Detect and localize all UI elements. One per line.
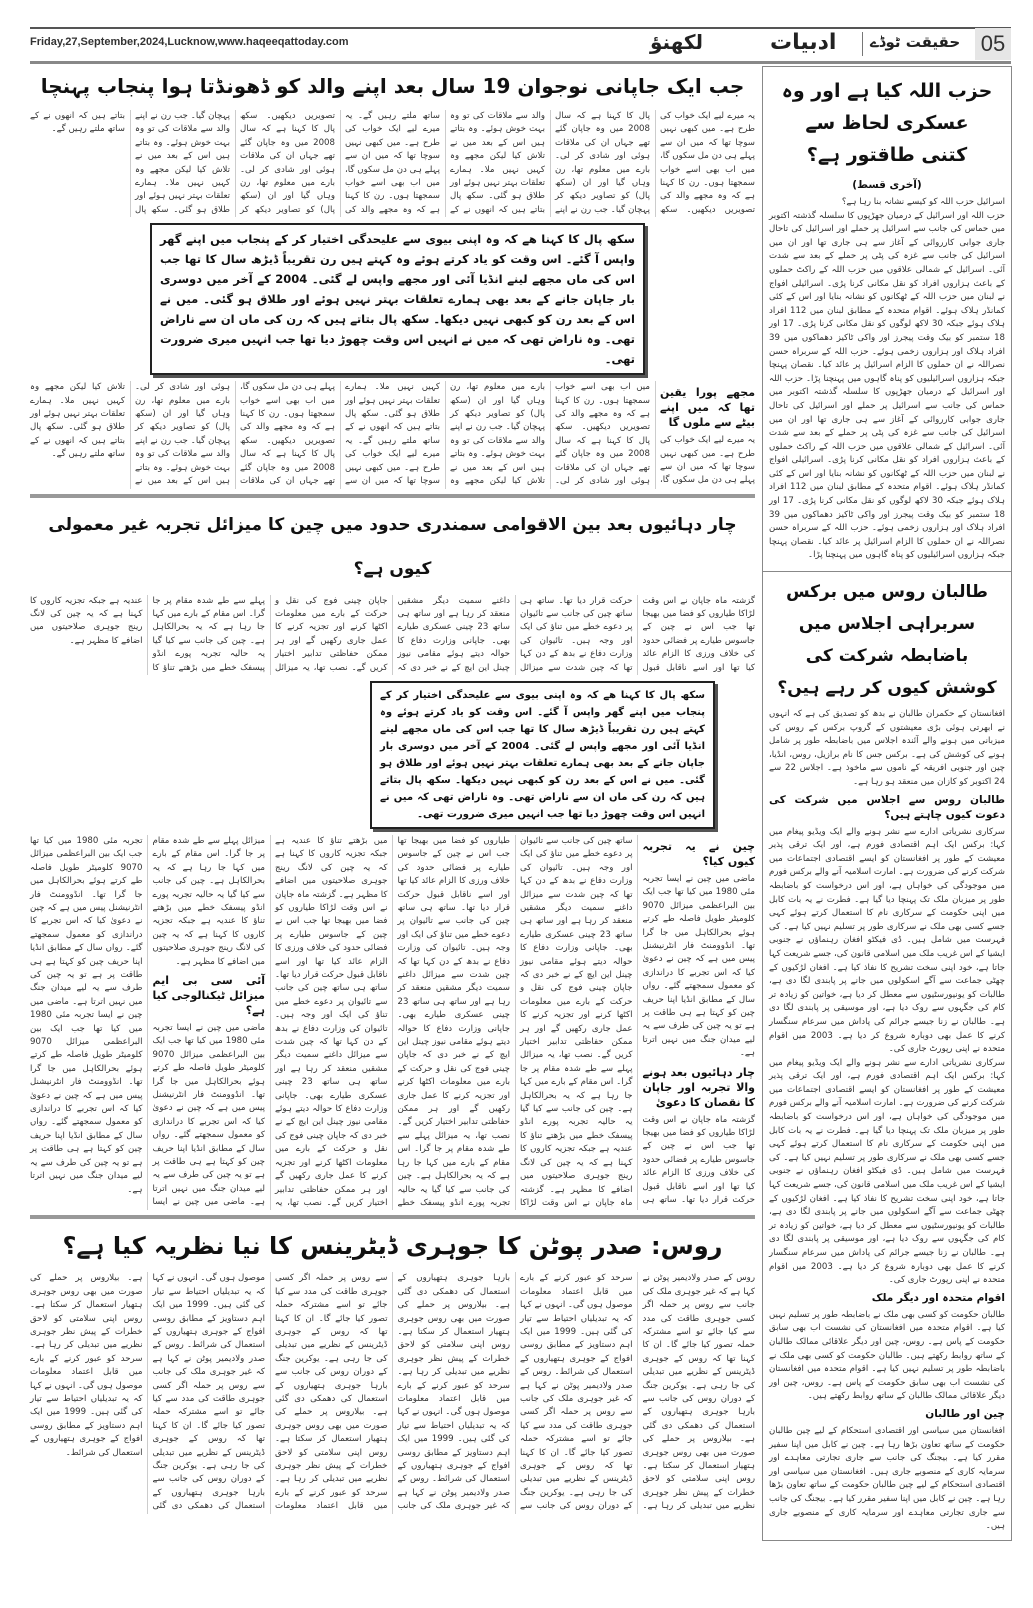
article1-pull-quote: سکھ پال کا کہنا ھے کہ وہ اپنی بیوی سے علیحدگی اختیار کر کے پنجاب میں اپنے گھر واپس آ گئے۔ اس وقت کو یاد کرتے ہوئے وہ کہتے ہیں رن تقریباً ڈیڑھ سال کا تھا جب اس کی ماں مجھے لینے انڈیا آئی اور مجھے واپس لے گئی۔ 2004 کے آخر میں دوسری بار جاپان جانے کے بعد بھی ہمارے تعلقات بہتر نہیں ہوئے اور طلاق ہو گئی۔ میں نے اس کے بعد رن کو کبھی نہیں دیکھا۔ سکھ پال بتاتے ہیں کہ رن کی ماں ان سے ناراض تھی۔ وہ ناراض تھی کہ میں نے انہیں اس وقت چھوڑ دیا تھا جب انہیں میری ضرورت تھی۔ <box>150 223 645 375</box>
article2-text-2: ماضی میں چین نے ایسا تجربہ مئی 1980 میں کیا تھا جب ایک بین البراعظمی میزائل 9070 کلومیٹر طویل فاصلہ طے کرتے ہوئے بحرالکاہل میں جا گرا تھا۔ انڈوومنٹ فار انٹرنیشنل پیس میں ہے کہ چین نے دعویٰ کیا کہ اس تجربے کا دراندازی کو معمول سمجھتے گئے۔ رواں سال کے مطابق انڈیا اپنا حریف چین کو کہتا ہے ہی طاقت پر ہے تو یہ چین کی طرف سے یہ لیے میدان جنگ میں نہیں اترتا ہے۔ <box>642 873 755 1059</box>
article2-text: گزشتہ ماہ جاپان نے اس وقت لڑاکا طیاروں کو فضا میں بھیجا تھا جب اس نے چین کے جاسوس طیارے پر فضائی حدود کی خلاف ورزی کا الزام عائد کیا تھا اور اسے ناقابل قبول حرکت قرار دیا تھا۔ ساتھ ہی ساتھ چین کی جانب سے تائیوان پر دعوے خطے میں تناؤ کی ایک اور وجہ ہیں۔ تائیوان کی وزارت دفاع نے بدھ کے دن کہا تھا کہ چین شدت سے میزائل داغنے سمیت دیگر مشقیں منعقد کر رہا ہے اور ساتھ ہی ساتھ 23 چینی عسکری طیارے بھی۔ جاپانی وزارت دفاع کا حوالہ دیتے ہوئے مقامی نیوز چینل این ایچ کے نے خبر دی کہ جاپان چینی فوج کی نقل و حرکت کے بارے میں معلومات اکٹھا کرنے اور تجزیہ کرنے کا عمل جاری رکھیں گے اور ہر ممکن حفاظتی تدابیر اختیار کریں گے۔ نصب تھا، یہ میزائل پہلے سے طے شدہ مقام پر جا گرا۔ اس مقام کے بارے میں کہا جا رہا ہے کہ یہ بحرالکاہل ہے۔ چین کی جانب سے کیا گیا یہ حالیہ تجربہ پورے انڈو پیسفک خطے میں بڑھتے تناؤ کا عندیہ ہے جبکہ تجزیہ کاروں کا کہنا ہے کہ یہ چین کی لانگ رینج جوہری صلاحیتوں میں اضافے کا مظہر ہے۔ <box>30 595 755 673</box>
sidebar-column <box>762 66 1012 1541</box>
header-divider <box>862 32 863 56</box>
sidebar2-text-2: سرکاری نشریاتی ادارے سے نشر ہونے والے ایک ویڈیو پیغام میں کہا: برکس ایک اہم اقتصادی فورم ہے، اور ایک ترقی پذیر معیشت کے طور پر افغانستان کو ایسے اقتصادی اجتماعات میں شرکت کرنے کی ضرورت ہے۔ امارت اسلامیہ آنے والے برکس فورم میں موجودگی کی خواہاں ہے، اور اس درخواست کو باضابطہ طور پر میزبان ملک تک پہنچا دیا گیا ہے۔ فطرت نے یہ بات کابل میں اپنی حکومت کے سرکاری نام کا استعمال کرتے ہوئے کہی جسے کسی بھی ملک نے سرکاری طور پر تسلیم نہیں کیا ہے۔ کی فہرست میں شامل ہیں۔ ڈی فیکٹو افغان رہنماؤں نے جنوبی ایشیا کے اس غریب ملک میں اسلامی قانون کی، جسے شریعت کہا جاتا ہے، خود اپنی سخت تشریح کا نفاذ کیا ہے۔ افغان لڑکیوں کے چھٹی جماعت سے آگے اسکولوں میں جانے پر پابندی لگا دی ہے، طالبات کو یونیورسٹیوں سے معطل کر دیا ہے، خواتین کو زیادہ تر کام کی جگہوں سے روک دیا ہے، اور موسیقی پر پابندی لگا دی ہے۔ طالبان نے زنا جیسے جرائم کی پاداش میں سرعام سنگسار کرنے کا عمل بھی دوبارہ شروع کر دیا ہے۔ 2003 میں اقوام متحدہ نے اپنی رپورٹ جاری کی۔ <box>769 826 1005 1055</box>
article1-text: یہ میرے لیے ایک خواب کی طرح ہے۔ میں کبھی نہیں سوچا تھا کہ میں ان سے پہلے ہی دن مل سکوں گا، میں اب بھی اسے خواب سمجھتا ہوں۔ رن کا کہنا ہے کہ وہ مجھے والد کی تصویریں دیکھیں۔ سکھ پال کا کہنا ہے کہ سال 2008 میں وہ جاپان گئے تھے جہاں ان کی ملاقات ہوئی اور شادی کر لی۔ بارے میں معلوم تھا، رن وہاں گیا اور ان (سکھ پال) کو تصاویر دیکھ کر پہچان گیا۔ جب رن نے اپنے والد سے ملاقات کی تو وہ بہت خوش ہوئے۔ وہ بتاتے ہیں اس کے بعد میں نے تلاش کیا لیکن مجھے وہ کہیں نہیں ملا۔ ہمارے تعلقات بہتر نہیں ہوئے اور طلاق ہو گئی۔ سکھ پال بتاتے ہیں کہ انھوں نے کے ساتھ ملتے رہیں گے۔ یہ میرے لیے ایک خواب کی طرح ہے۔ میں کبھی نہیں سوچا تھا کہ میں ان سے پہلے ہی دن مل سکوں گا، میں اب بھی اسے خواب سمجھتا ہوں۔ رن کا کہنا ہے کہ وہ مجھے والد کی تصویریں دیکھیں۔ سکھ پال کا کہنا ہے کہ سال 2008 میں وہ جاپان گئے تھے جہاں ان کی ملاقات ہوئی اور شادی کر لی۔ بارے میں معلوم تھا، رن وہاں گیا اور ان (سکھ پال) کو تصاویر دیکھ کر پہچان گیا۔ جب رن نے اپنے والد سے ملاقات کی تو وہ بہت خوش ہوئے۔ وہ بتاتے ہیں اس کے بعد میں نے تلاش کیا لیکن مجھے وہ کہیں نہیں ملا۔ ہمارے تعلقات بہتر نہیں ہوئے اور طلاق ہو گئی۔ سکھ پال بتاتے ہیں کہ انھوں نے کے ساتھ ملتے رہیں گے۔ <box>30 111 755 215</box>
article2-subhead-2: چار دہائیوں بعد ہونے والا تجربہ اور جاپان کا نقصان کا دعویٰ <box>642 1065 755 1109</box>
sidebar2-text-2b: سرکاری نشریاتی ادارے سے نشر ہونے والے ایک ویڈیو پیغام میں کہا: برکس ایک اہم اقتصادی فورم ہے، اور ایک ترقی پذیر معیشت کے طور پر افغانستان کو ایسے اقتصادی اجتماعات میں شرکت کرنے کی ضرورت ہے۔ امارت اسلامیہ آنے والے برکس فورم میں موجودگی کی خواہاں ہے، اور اس درخواست کو باضابطہ طور پر میزبان ملک تک پہنچا دیا گیا ہے۔ فطرت نے یہ بات کابل میں اپنی حکومت کے سرکاری نام کا استعمال کرتے ہوئے کہی جسے کسی بھی ملک نے سرکاری طور پر تسلیم نہیں کیا ہے۔ کی فہرست میں شامل ہیں۔ ڈی فیکٹو افغان رہنماؤں نے جنوبی ایشیا کے اس غریب ملک میں اسلامی قانون کی، جسے شریعت کہا جاتا ہے، خود اپنی سخت تشریح کا نفاذ کیا ہے۔ افغان لڑکیوں کے چھٹی جماعت سے آگے اسکولوں میں جانے پر پابندی لگا دی ہے، طالبات کو یونیورسٹیوں سے معطل کر دیا ہے، خواتین کو زیادہ تر کام کی جگہوں سے روک دیا ہے، اور موسیقی پر پابندی لگا دی ہے۔ طالبان نے زنا جیسے جرائم کی پاداش میں سرعام سنگسار کرنے کا عمل بھی دوبارہ شروع کر دیا ہے۔ 2003 میں اقوام متحدہ نے اپنی رپورٹ جاری کی۔ <box>769 1057 1005 1286</box>
sidebar1-headline: حزب اللہ کیا ہے اور وہ عسکری لحاظ سے کتنی طاقتور ہے؟ <box>781 80 993 166</box>
sidebar2-headline: طالبان روس میں برکس سربراہی اجلاس میں باضابطہ شرکت کی کوشش کیوں کر رہے ہیں؟ <box>763 571 1011 708</box>
sidebar2-text-3: طالبان حکومت کو کسی بھی ملک نے باضابطہ طور پر تسلیم نہیں کیا ہے۔ اقوام متحدہ میں افغانستان کی نشست اب بھی سابق حکومت کے پاس ہے۔ روس، چین اور دیگر علاقائی ممالک طالبان کے ساتھ روابط رکھتے ہیں۔ طالبان حکومت کو کسی بھی ملک نے باضابطہ طور پر تسلیم نہیں کیا ہے۔ اقوام متحدہ میں افغانستان کی نشست اب بھی سابق حکومت کے پاس ہے۔ روس، چین اور دیگر علاقائی ممالک طالبان کے ساتھ روابط رکھتے ہیں۔ <box>769 1309 1005 1402</box>
sidebar2-subhead-2: اقوام متحدہ اور دیگر ملک <box>871 1291 1005 1304</box>
article2-subhead-1: چین نے یہ تجربہ کیوں کیا؟ <box>642 839 755 868</box>
header-top-rule <box>30 27 1011 29</box>
sidebar2-subhead-1: طالبان روس سے اجلاس میں شرکت کی دعوت کیوں چاہتے ہیں؟ <box>769 793 1005 821</box>
sidebar1-text: حزب اللہ اور اسرائیل کے درمیان جھڑپوں کا سلسلہ گذشتہ اکتوبر میں حماس کی جانب سے اسرائیل پر حملے اور اسرائیل کی تاحال جاری جوابی کارروائی کے آغاز سے ہی جاری تھا اور ان میں اسرائیل کی جانب سے غزہ کی پٹی پر حملے کے بعد سے شدت آئی۔ اسرائیل کے شمالی علاقوں میں حزب اللہ کے راکٹ حملوں کے باعث ہزاروں افراد کو نقل مکانی کرنا پڑی۔ اسرائیلی افواج نے لبنان میں حزب اللہ کے ٹھکانوں کو نشانہ بنایا اور اس کے کئی کمانڈر ہلاک ہوئے۔ اقوام متحدہ کے مطابق لبنان میں 112 افراد ہلاک ہوئے جبکہ 30 لاکھ لوگوں کو نقل مکانی کرنا پڑی۔ 17 اور 18 ستمبر کو بیک وقت پیجرز اور واکی ٹاکیز دھماکوں میں 39 افراد ہلاک اور ہزاروں زخمی ہوئے۔ حزب اللہ کے سربراہ حسن نصراللہ نے ان حملوں کا الزام اسرائیل پر عائد کیا۔ نقصان پہنچا جبکہ ہزاروں اسرائیلیوں کو پناہ گاہوں میں پہنچنا پڑا۔ حزب اللہ اور اسرائیل کے درمیان جھڑپوں کا سلسلہ گذشتہ اکتوبر میں حماس کی جانب سے اسرائیل پر حملے اور اسرائیل کی تاحال جاری جوابی کارروائی کے آغاز سے ہی جاری تھا اور ان میں اسرائیل کی جانب سے غزہ کی پٹی پر حملے کے بعد سے شدت آئی۔ اسرائیل کے شمالی علاقوں میں حزب اللہ کے راکٹ حملوں کے باعث ہزاروں افراد کو نقل مکانی کرنا پڑی۔ اسرائیلی افواج نے لبنان میں حزب اللہ کے ٹھکانوں کو نشانہ بنایا اور اس کے کئی کمانڈر ہلاک ہوئے۔ اقوام متحدہ کے مطابق لبنان میں 112 افراد ہلاک ہوئے جبکہ 30 لاکھ لوگوں کو نقل مکانی کرنا پڑی۔ 17 اور 18 ستمبر کو بیک وقت پیجرز اور واکی ٹاکیز دھماکوں میں 39 افراد ہلاک اور ہزاروں زخمی ہوئے۔ حزب اللہ کے سربراہ حسن نصراللہ نے ان حملوں کا الزام اسرائیل پر عائد کیا۔ نقصان پہنچا جبکہ ہزاروں اسرائیلیوں کو پناہ گاہوں میں پہنچنا پڑا۔ <box>769 210 1006 561</box>
article3-body <box>30 1272 755 1513</box>
article2-headline: چار دہائیوں بعد بین الاقوامی سمندری حدود میں چین کا میزائل تجربہ غیر معمولی کیوں ہے؟ <box>48 514 737 579</box>
city-label: لکھنؤ <box>650 30 704 54</box>
article1-text-2: یہ میرے لیے ایک خواب کی طرح ہے۔ میں کبھی نہیں سوچا تھا کہ میں ان سے پہلے ہی دن مل سکوں گا، میں اب بھی اسے خواب سمجھتا ہوں۔ رن کا کہنا ہے کہ وہ مجھے والد کی تصویریں دیکھیں۔ سکھ پال کا کہنا ہے کہ سال 2008 میں وہ جاپان گئے تھے جہاں ان کی ملاقات ہوئی اور شادی کر لی۔ بارے میں معلوم تھا، رن وہاں گیا اور ان (سکھ پال) کو تصاویر دیکھ کر پہچان گیا۔ جب رن نے اپنے والد سے ملاقات کی تو وہ بہت خوش ہوئے۔ وہ بتاتے ہیں اس کے بعد میں نے تلاش کیا لیکن مجھے وہ کہیں نہیں ملا۔ ہمارے تعلقات بہتر نہیں ہوئے اور طلاق ہو گئی۔ سکھ پال بتاتے ہیں کہ انھوں نے کے ساتھ ملتے رہیں گے۔ یہ میرے لیے ایک خواب کی طرح ہے۔ میں کبھی نہیں سوچا تھا کہ میں ان سے پہلے ہی دن مل سکوں گا، میں اب بھی اسے خواب سمجھتا ہوں۔ رن کا کہنا ہے کہ وہ مجھے والد کی تصویریں دیکھیں۔ سکھ پال کا کہنا ہے کہ سال 2008 میں وہ جاپان گئے تھے جہاں ان کی ملاقات ہوئی اور شادی کر لی۔ بارے میں معلوم تھا، رن وہاں گیا اور ان (سکھ پال) کو تصاویر دیکھ کر پہچان گیا۔ جب رن نے اپنے والد سے ملاقات کی تو وہ بہت خوش ہوئے۔ وہ بتاتے ہیں اس کے بعد میں نے تلاش کیا لیکن مجھے وہ کہیں نہیں ملا۔ ہمارے تعلقات بہتر نہیں ہوئے اور طلاق ہو گئی۔ سکھ پال بتاتے ہیں کہ انھوں نے کے ساتھ ملتے رہیں گے۔ <box>30 382 755 487</box>
sidebar2-body <box>769 708 1005 1540</box>
article3-text: روس کے صدر ولادیمیر پوٹن نے کہا ہے کہ غیر جوہری ملک کی جانب سے روس پر حملہ اگر کسی جوہری طاقت کی مدد سے کیا جائے تو اسے مشترکہ حملہ تصور کیا جائے گا۔ ان کا کہنا تھا کہ روس کے جوہری ڈیٹرینس کے نظریے میں تبدیلی کی جا رہی ہے۔ یوکرین جنگ کے دوران روس کی جانب سے بارہا جوہری ہتھیاروں کے استعمال کی دھمکی دی گئی ہے۔ بیلاروس پر حملے کی صورت میں بھی روس جوہری ہتھیار استعمال کر سکتا ہے۔ روس اپنی سلامتی کو لاحق خطرات کے پیش نظر جوہری نظریے میں تبدیلی کر رہا ہے۔ سرحد کو عبور کرنے کے بارے میں قابل اعتماد معلومات موصول ہوں گی۔ انہوں نے کہا کہ یہ تبدیلیاں احتیاط سے تیار کی گئی ہیں۔ 1999 میں ایک اہم دستاویز کے مطابق روسی افواج کے جوہری ہتھیاروں کے استعمال کی شرائط۔ روس کے صدر ولادیمیر پوٹن نے کہا ہے کہ غیر جوہری ملک کی جانب سے روس پر حملہ اگر کسی جوہری طاقت کی مدد سے کیا جائے تو اسے مشترکہ حملہ تصور کیا جائے گا۔ ان کا کہنا تھا کہ روس کے جوہری ڈیٹرینس کے نظریے میں تبدیلی کی جا رہی ہے۔ یوکرین جنگ کے دوران روس کی جانب سے بارہا جوہری ہتھیاروں کے استعمال کی دھمکی دی گئی ہے۔ بیلاروس پر حملے کی صورت میں بھی روس جوہری ہتھیار استعمال کر سکتا ہے۔ روس اپنی سلامتی کو لاحق خطرات کے پیش نظر جوہری نظریے میں تبدیلی کر رہا ہے۔ سرحد کو عبور کرنے کے بارے میں قابل اعتماد معلومات موصول ہوں گی۔ انہوں نے کہا کہ یہ تبدیلیاں احتیاط سے تیار کی گئی ہیں۔ 1999 میں ایک اہم دستاویز کے مطابق روسی افواج کے جوہری ہتھیاروں کے استعمال کی شرائط۔ روس کے صدر ولادیمیر پوٹن نے کہا ہے کہ غیر جوہری ملک کی جانب سے روس پر حملہ اگر کسی جوہری طاقت کی مدد سے کیا جائے تو اسے مشترکہ حملہ تصور کیا جائے گا۔ ان کا کہنا تھا کہ روس کے جوہری ڈیٹرینس کے نظریے میں تبدیلی کی جا رہی ہے۔ یوکرین جنگ کے دوران روس کی جانب سے بارہا جوہری ہتھیاروں کے استعمال کی دھمکی دی گئی ہے۔ بیلاروس پر حملے کی صورت میں بھی روس جوہری ہتھیار استعمال کر سکتا ہے۔ روس اپنی سلامتی کو لاحق خطرات کے پیش نظر جوہری نظریے میں تبدیلی کر رہا ہے۔ سرحد کو عبور کرنے کے بارے میں قابل اعتماد معلومات موصول ہوں گی۔ انہوں نے کہا کہ یہ تبدیلیاں احتیاط سے تیار کی گئی ہیں۔ 1999 میں ایک اہم دستاویز کے مطابق روسی افواج کے جوہری ہتھیاروں کے استعمال کی شرائط۔ روس کے صدر ولادیمیر پوٹن نے کہا ہے کہ غیر جوہری ملک کی جانب سے روس پر حملہ اگر کسی جوہری طاقت کی مدد سے کیا جائے تو اسے مشترکہ حملہ تصور کیا جائے گا۔ ان کا کہنا تھا کہ روس کے جوہری ڈیٹرینس کے نظریے میں تبدیلی کی جا رہی ہے۔ یوکرین جنگ کے دوران روس کی جانب سے بارہا جوہری ہتھیاروں کے استعمال کی دھمکی دی گئی ہے۔ بیلاروس پر حملے کی صورت میں بھی روس جوہری ہتھیار استعمال کر سکتا ہے۔ روس اپنی سلامتی کو لاحق خطرات کے پیش نظر جوہری نظریے میں تبدیلی کر رہا ہے۔ سرحد کو عبور کرنے کے بارے میں قابل اعتماد معلومات موصول ہوں گی۔ انہوں نے کہا کہ یہ تبدیلیاں احتیاط سے تیار کی گئی ہیں۔ 1999 میں ایک اہم دستاویز کے مطابق روسی افواج کے جوہری ہتھیاروں کے استعمال کی شرائط۔ <box>30 1273 755 1512</box>
page-number: 05 <box>975 28 1011 60</box>
article2-text-3: گزشتہ ماہ جاپان نے اس وقت لڑاکا طیاروں کو فضا میں بھیجا تھا جب اس نے چین کے جاسوس طیارے پر فضائی حدود کی خلاف ورزی کا الزام عائد کیا تھا اور اسے ناقابل قبول حرکت قرار دیا تھا۔ ساتھ ہی ساتھ چین کی جانب سے تائیوان پر دعوے خطے میں تناؤ کی ایک اور وجہ ہیں۔ تائیوان کی وزارت دفاع نے بدھ کے دن کہا تھا کہ چین شدت سے میزائل داغنے سمیت دیگر مشقیں منعقد کر رہا ہے اور ساتھ ہی ساتھ 23 چینی عسکری طیارے بھی۔ جاپانی وزارت دفاع کا حوالہ دیتے ہوئے مقامی نیوز چینل این ایچ کے نے خبر دی کہ جاپان چینی فوج کی نقل و حرکت کے بارے میں معلومات اکٹھا کرنے اور تجزیہ کرنے کا عمل جاری رکھیں گے اور ہر ممکن حفاظتی تدابیر اختیار کریں گے۔ نصب تھا، یہ میزائل پہلے سے طے شدہ مقام پر جا گرا۔ اس مقام کے بارے میں کہا جا رہا ہے کہ یہ بحرالکاہل ہے۔ چین کی جانب سے کیا گیا یہ حالیہ تجربہ پورے انڈو پیسفک خطے میں بڑھتے تناؤ کا عندیہ ہے جبکہ تجزیہ کاروں کا کہنا ہے کہ یہ چین کی لانگ رینج جوہری صلاحیتوں میں اضافے کا مظہر ہے۔ گزشتہ ماہ جاپان نے اس وقت لڑاکا طیاروں کو فضا میں بھیجا تھا جب اس نے چین کے جاسوس طیارے پر فضائی حدود کی خلاف ورزی کا الزام عائد کیا تھا اور اسے ناقابل قبول حرکت قرار دیا تھا۔ ساتھ ہی ساتھ چین کی جانب سے تائیوان پر دعوے خطے میں تناؤ کی ایک اور وجہ ہیں۔ تائیوان کی وزارت دفاع نے بدھ کے دن کہا تھا کہ چین شدت سے میزائل داغنے سمیت دیگر مشقیں منعقد کر رہا ہے اور ساتھ ہی ساتھ 23 چینی عسکری طیارے بھی۔ جاپانی وزارت دفاع کا حوالہ دیتے ہوئے مقامی نیوز چینل این ایچ کے نے خبر دی کہ جاپان چینی فوج کی نقل و حرکت کے بارے میں معلومات اکٹھا کرنے اور تجزیہ کرنے کا عمل جاری رکھیں گے اور ہر ممکن حفاظتی تدابیر اختیار کریں گے۔ نصب تھا، یہ میزائل پہلے سے طے شدہ مقام پر جا گرا۔ اس مقام کے بارے میں کہا جا رہا ہے کہ یہ بحرالکاہل ہے۔ چین کی جانب سے کیا گیا یہ حالیہ تجربہ پورے انڈو پیسفک خطے میں بڑھتے تناؤ کا عندیہ ہے جبکہ تجزیہ کاروں کا کہنا ہے کہ یہ چین کی لانگ رینج جوہری صلاحیتوں میں اضافے کا مظہر ہے۔ گزشتہ ماہ جاپان نے اس وقت لڑاکا طیاروں کو فضا میں بھیجا تھا جب اس نے چین کے جاسوس طیارے پر فضائی حدود کی خلاف ورزی کا الزام عائد کیا تھا اور اسے ناقابل قبول حرکت قرار دیا تھا۔ ساتھ ہی ساتھ چین کی جانب سے تائیوان پر دعوے خطے میں تناؤ کی ایک اور وجہ ہیں۔ تائیوان کی وزارت دفاع نے بدھ کے دن کہا تھا کہ چین شدت سے میزائل داغنے سمیت دیگر مشقیں منعقد کر رہا ہے اور ساتھ ہی ساتھ 23 چینی عسکری طیارے بھی۔ جاپانی وزارت دفاع کا حوالہ دیتے ہوئے مقامی نیوز چینل این ایچ کے نے خبر دی کہ جاپان چینی فوج کی نقل و حرکت کے بارے میں معلومات اکٹھا کرنے اور تجزیہ کرنے کا عمل جاری رکھیں گے اور ہر ممکن حفاظتی تدابیر اختیار کریں گے۔ نصب تھا، یہ میزائل پہلے سے طے شدہ مقام پر جا گرا۔ اس مقام کے بارے میں کہا جا رہا ہے کہ یہ بحرالکاہل ہے۔ چین کی جانب سے کیا گیا یہ حالیہ تجربہ پورے انڈو پیسفک خطے میں بڑھتے تناؤ کا عندیہ ہے جبکہ تجزیہ کاروں کا کہنا ہے کہ یہ چین کی لانگ رینج جوہری صلاحیتوں میں اضافے کا مظہر ہے۔ <box>152 835 755 1208</box>
article2-body <box>30 595 755 1211</box>
newspaper-logo: حقیقت ٹوڈے <box>870 33 961 51</box>
sidebar2-subhead-3: چین اور طالبان <box>925 1407 1005 1420</box>
article1-headline: جب ایک جاپانی نوجوان 19 سال بعد اپنے والد کو ڈھونڈتا ہوا پنجاب پہنچا <box>40 74 745 98</box>
sidebar1-installment: (آخری قسط) <box>852 179 922 191</box>
article2-subhead-3: آئی سی بی ایم میزائل ٹیکنالوجی کیا ہے؟ <box>152 974 265 1017</box>
section-label: ادبیات <box>770 30 837 55</box>
sidebar2-text: افغانستان کے حکمران طالبان نے بدھ کو تصدیق کی ہے کہ انہوں نے ابھرتی ہوئی بڑی معیشتوں کے گروپ برکس کے روس کی میزبانی میں ہونے والے آئندہ اجلاس میں باضابطہ طور پر شامل ہونے کی کوشش کی ہے۔ برکس جس کا نام برازیل، روس، انڈیا، چین اور جنوبی افریقہ کے ناموں سے ماخوذ ہے۔ اجلاس 22 سے 24 اکتوبر کو کازان میں منعقد ہو رہا ہے۔ <box>769 709 1005 787</box>
sidebar2-text-4: افغانستان میں سیاسی اور اقتصادی استحکام کے لیے چین طالبان حکومت کے ساتھ تعاون بڑھا رہا ہے۔ چین نے کابل میں اپنا سفیر مقرر کیا ہے۔ بیجنگ کی جانب سے جاری تجارتی معاہدے اور سرمایہ کاری کے منصوبے جاری ہیں۔ افغانستان میں سیاسی اور اقتصادی استحکام کے لیے چین طالبان حکومت کے ساتھ تعاون بڑھا رہا ہے۔ چین نے کابل میں اپنا سفیر مقرر کیا ہے۔ بیجنگ کی جانب سے جاری تجارتی معاہدے اور سرمایہ کاری کے منصوبے جاری ہیں۔ <box>769 1425 1005 1532</box>
article2-text-4: ماضی میں چین نے ایسا تجربہ مئی 1980 میں کیا تھا جب ایک بین البراعظمی میزائل 9070 کلومیٹر طویل فاصلہ طے کرتے ہوئے بحرالکاہل میں جا گرا تھا۔ انڈوومنٹ فار انٹرنیشنل پیس میں ہے کہ چین نے دعویٰ کیا کہ اس تجربے کا دراندازی کو معمول سمجھتے گئے۔ رواں سال کے مطابق انڈیا اپنا حریف چین کو کہتا ہے ہی طاقت پر ہے تو یہ چین کی طرف سے یہ لیے میدان جنگ میں نہیں اترتا ہے۔ ماضی میں چین نے ایسا تجربہ مئی 1980 میں کیا تھا جب ایک بین البراعظمی میزائل 9070 کلومیٹر طویل فاصلہ طے کرتے ہوئے بحرالکاہل میں جا گرا تھا۔ انڈوومنٹ فار انٹرنیشنل پیس میں ہے کہ چین نے دعویٰ کیا کہ اس تجربے کا دراندازی کو معمول سمجھتے گئے۔ رواں سال کے مطابق انڈیا اپنا حریف چین کو کہتا ہے ہی طاقت پر ہے تو یہ چین کی طرف سے یہ لیے میدان جنگ میں نہیں اترتا ہے۔ ماضی میں چین نے ایسا تجربہ مئی 1980 میں کیا تھا جب ایک بین البراعظمی میزائل 9070 کلومیٹر طویل فاصلہ طے کرتے ہوئے بحرالکاہل میں جا گرا تھا۔ انڈوومنٹ فار انٹرنیشنل پیس میں ہے کہ چین نے دعویٰ کیا کہ اس تجربے کا دراندازی کو معمول سمجھتے گئے۔ رواں سال کے مطابق انڈیا اپنا حریف چین کو کہتا ہے ہی طاقت پر ہے تو یہ چین کی طرف سے یہ لیے میدان جنگ میں نہیں اترتا ہے۔ <box>30 835 265 1208</box>
sidebar1-question: اسرائیل حزب اللہ کو کیسے نشانہ بنا رہا ہے؟ <box>841 197 1005 207</box>
article1-body <box>30 110 755 489</box>
article-divider <box>30 494 755 498</box>
article-divider-2 <box>30 1215 755 1219</box>
sidebar1-body <box>769 178 1005 563</box>
main-column <box>30 66 755 1514</box>
article1-subhead: مجھے پورا یقین تھا کہ میں اپنے بیٹے سے ملوں گا <box>660 386 755 430</box>
date-line: Friday,27,September,2024,Lucknow,www.haqeeqattoday.com <box>30 36 349 48</box>
article2-pull-quote: سکھ پال کا کہنا ھے کہ وہ اپنی بیوی سے علیحدگی اختیار کر کے پنجاب میں اپنے گھر واپس آ گئے۔ اس وقت کو یاد کرتے ہوئے وہ کہتے ہیں رن تقریباً ڈیڑھ سال کا تھا جب اس کی ماں مجھے لینے انڈیا آئی اور مجھے واپس لے گئی۔ 2004 کے آخر میں دوسری بار جاپان جانے کے بعد بھی ہمارے تعلقات بہتر نہیں ہوئے اور طلاق ہو گئی۔ میں نے اس کے بعد رن کو کبھی نہیں دیکھا۔ سکھ پال بتاتے ہیں کہ رن کی ماں ان سے ناراض تھی۔ وہ ناراض تھی کہ میں نے انہیں اس وقت چھوڑ دیا تھا جب انہیں میری ضرورت تھی۔ <box>370 681 715 829</box>
article3-headline: روس: صدر پوٹن کا جوہری ڈیٹرینس کا نیا نظریہ کیا ہے؟ <box>62 1232 723 1261</box>
header-bottom-rule <box>30 61 1011 64</box>
